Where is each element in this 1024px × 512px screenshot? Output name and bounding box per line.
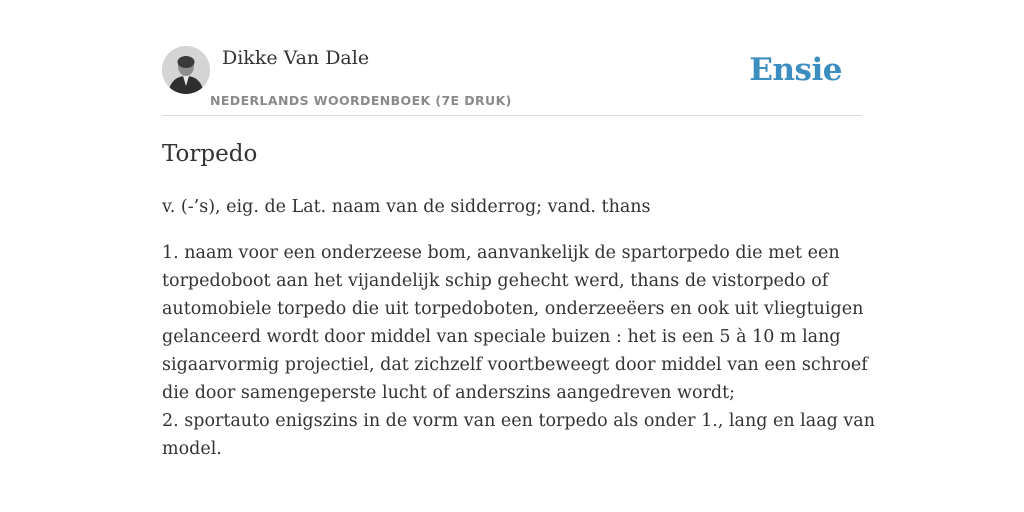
definition-line: gelanceerd wordt door middel van speciale buizen : het is een 5 à 10 m lang — [162, 327, 841, 347]
definition-line: 1. naam voor een onderzeese bom, aanvankelijk de spartorpedo die met een — [162, 243, 840, 263]
definition-line: sigaarvormig projectiel, dat zichzelf voortbeweegt door middel van een schroef — [162, 355, 868, 375]
definition-line: torpedoboot aan het vijandelijk schip gehecht werd, thans de vistorpedo of — [162, 271, 829, 291]
portrait-photo-icon — [162, 46, 210, 94]
entry-page — [162, 0, 876, 512]
definition-line: die door samengeperste lucht of anderszins aangedreven wordt; — [162, 383, 736, 403]
author-avatar[interactable] — [162, 46, 210, 94]
author-name[interactable]: Dikke Van Dale — [222, 47, 370, 69]
definition-line: model. — [162, 439, 222, 459]
entry-title: Torpedo — [162, 141, 258, 167]
page-header — [162, 0, 862, 116]
entry-definitions — [162, 239, 876, 463]
brand-logo-link[interactable]: Ensie — [749, 52, 842, 88]
entry-etymology: v. (-’s), eig. de Lat. naam van de sidderrog; vand. thans — [162, 197, 651, 217]
definition-line: automobiele torpedo die uit torpedoboten, onderzeeëers en ook uit vliegtuigen — [162, 299, 864, 319]
dictionary-source[interactable]: NEDERLANDS WOORDENBOEK (7E DRUK) — [210, 93, 512, 108]
definition-line: 2. sportauto enigszins in de vorm van een torpedo als onder 1., lang en laag van — [162, 411, 876, 431]
